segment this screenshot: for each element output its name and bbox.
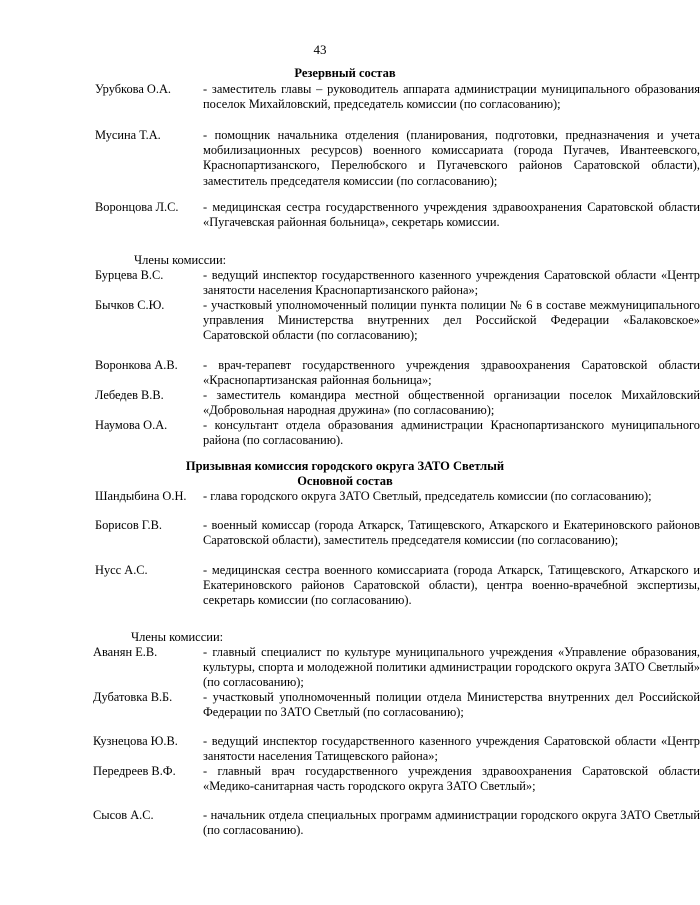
member-role: - главный специалист по культуре муниципального учреждения «Управление образования, культуры, спорта и молодежной политики администрации городского округа ЗАТО Светлый» (по согласованию);: [203, 645, 700, 690]
list-item: [95, 388, 700, 418]
member-role: - начальник отдела специальных программ администрации городского округа ЗАТО Светлый (по согласованию).: [203, 808, 700, 838]
member-name: Мусина Т.А.: [95, 128, 161, 142]
member-name: Наумова О.А.: [95, 418, 168, 432]
member-name: Аванян Е.В.: [93, 645, 158, 659]
section-title-reserve: Резервный состав: [294, 66, 396, 80]
list-item: [95, 298, 700, 343]
member-role: - заместитель главы – руководитель аппарата администрации муниципального образования поселок Михайловский, председатель комиссии (по согласованию);: [203, 82, 700, 112]
member-name: Урубкова О.А.: [95, 82, 172, 96]
list-item: [95, 358, 700, 388]
member-name: Бурцева В.С.: [95, 268, 164, 282]
member-role: - главный врач государственного учреждения здравоохранения Саратовской области «Медико-санитарная часть городского округа ЗАТО Светлый»;: [203, 764, 700, 794]
list-item: [93, 734, 700, 764]
member-name: Бычков С.Ю.: [95, 298, 165, 312]
list-item: [95, 418, 700, 448]
list-item: [93, 764, 700, 794]
member-name: Борисов Г.В.: [95, 518, 163, 532]
member-role: - заместитель командира местной общественной организации поселок Михайловский «Добровольная народная дружина» (по согласованию);: [203, 388, 700, 418]
member-name: Шандыбина О.Н.: [95, 489, 187, 503]
member-role: - медицинская сестра военного комиссариата (города Аткарск, Татищевского, Аткарского и Екатериновского районов Саратовской области), центра военно-врачебной экспертизы, секретарь комиссии (по согласованию).: [203, 563, 700, 608]
member-role: - участковый уполномоченный полиции пункта полиции № 6 в составе межмуниципального управления Министерства внутренних дел Российской Федерации «Балаковское» Саратовской области (по согласованию);: [203, 298, 700, 343]
member-role: - ведущий инспектор государственного казенного учреждения Саратовской области «Центр занятости населения Татищевского района»;: [203, 734, 700, 764]
member-role: - помощник начальника отделения (планирования, подготовки, предназначения и учета мобилизационных ресурсов) военного комиссариата (города Пугачев, Ивантеевского, Краснопартизанского, Перелюбского и Пугачевского районов Саратовской области), заместитель председателя комиссии (по согласованию);: [203, 128, 700, 188]
member-role: - врач-терапевт государственного учреждения здравоохранения Саратовской области «Краснопартизанская районная больница»;: [203, 358, 700, 388]
member-name: Воронцова Л.С.: [95, 200, 179, 214]
member-name: Кузнецова Ю.В.: [93, 734, 178, 748]
member-name: Нусс А.С.: [95, 563, 148, 577]
member-name: Дубатовка В.Б.: [93, 690, 173, 704]
list-item: [93, 690, 700, 720]
list-item: [95, 563, 700, 608]
members-label: Члены комиссии:: [134, 253, 227, 267]
member-name: Сысов А.С.: [93, 808, 154, 822]
section-title-commission: Призывная комиссия городского округа ЗАТО Светлый: [185, 459, 505, 473]
member-name: Передреев В.Ф.: [93, 764, 176, 778]
list-item: [95, 489, 652, 504]
list-item: [95, 268, 700, 298]
member-role: - участковый уполномоченный полиции отдела Министерства внутренних дел Российской Федерации по ЗАТО Светлый (по согласованию);: [203, 690, 700, 720]
section-subtitle-main: Основной состав: [297, 474, 393, 488]
member-role: - консультант отдела образования администрации Краснопартизанского муниципального района (по согласованию).: [203, 418, 700, 448]
member-role: - военный комиссар (города Аткарск, Татищевского, Аткарского и Екатериновского районов Саратовской области), заместитель председателя комиссии (по согласованию);: [203, 518, 700, 548]
list-item: [95, 128, 700, 188]
members-label: Члены комиссии:: [131, 630, 224, 644]
list-item: [95, 200, 700, 230]
member-name: Воронкова А.В.: [95, 358, 178, 372]
member-role: - ведущий инспектор государственного казенного учреждения Саратовской области «Центр занятости населения Краснопартизанского района»;: [203, 268, 700, 298]
member-role: - медицинская сестра государственного учреждения здравоохранения Саратовской области «Пугачевская районная больница», секретарь комиссии.: [203, 200, 700, 230]
page-number: 43: [313, 42, 327, 57]
list-item: [93, 808, 700, 838]
member-role: - глава городского округа ЗАТО Светлый, председатель комиссии (по согласованию);: [203, 489, 652, 503]
list-item: [95, 518, 700, 548]
list-item: [93, 645, 700, 690]
member-name: Лебедев В.В.: [95, 388, 164, 402]
list-item: [95, 82, 700, 112]
